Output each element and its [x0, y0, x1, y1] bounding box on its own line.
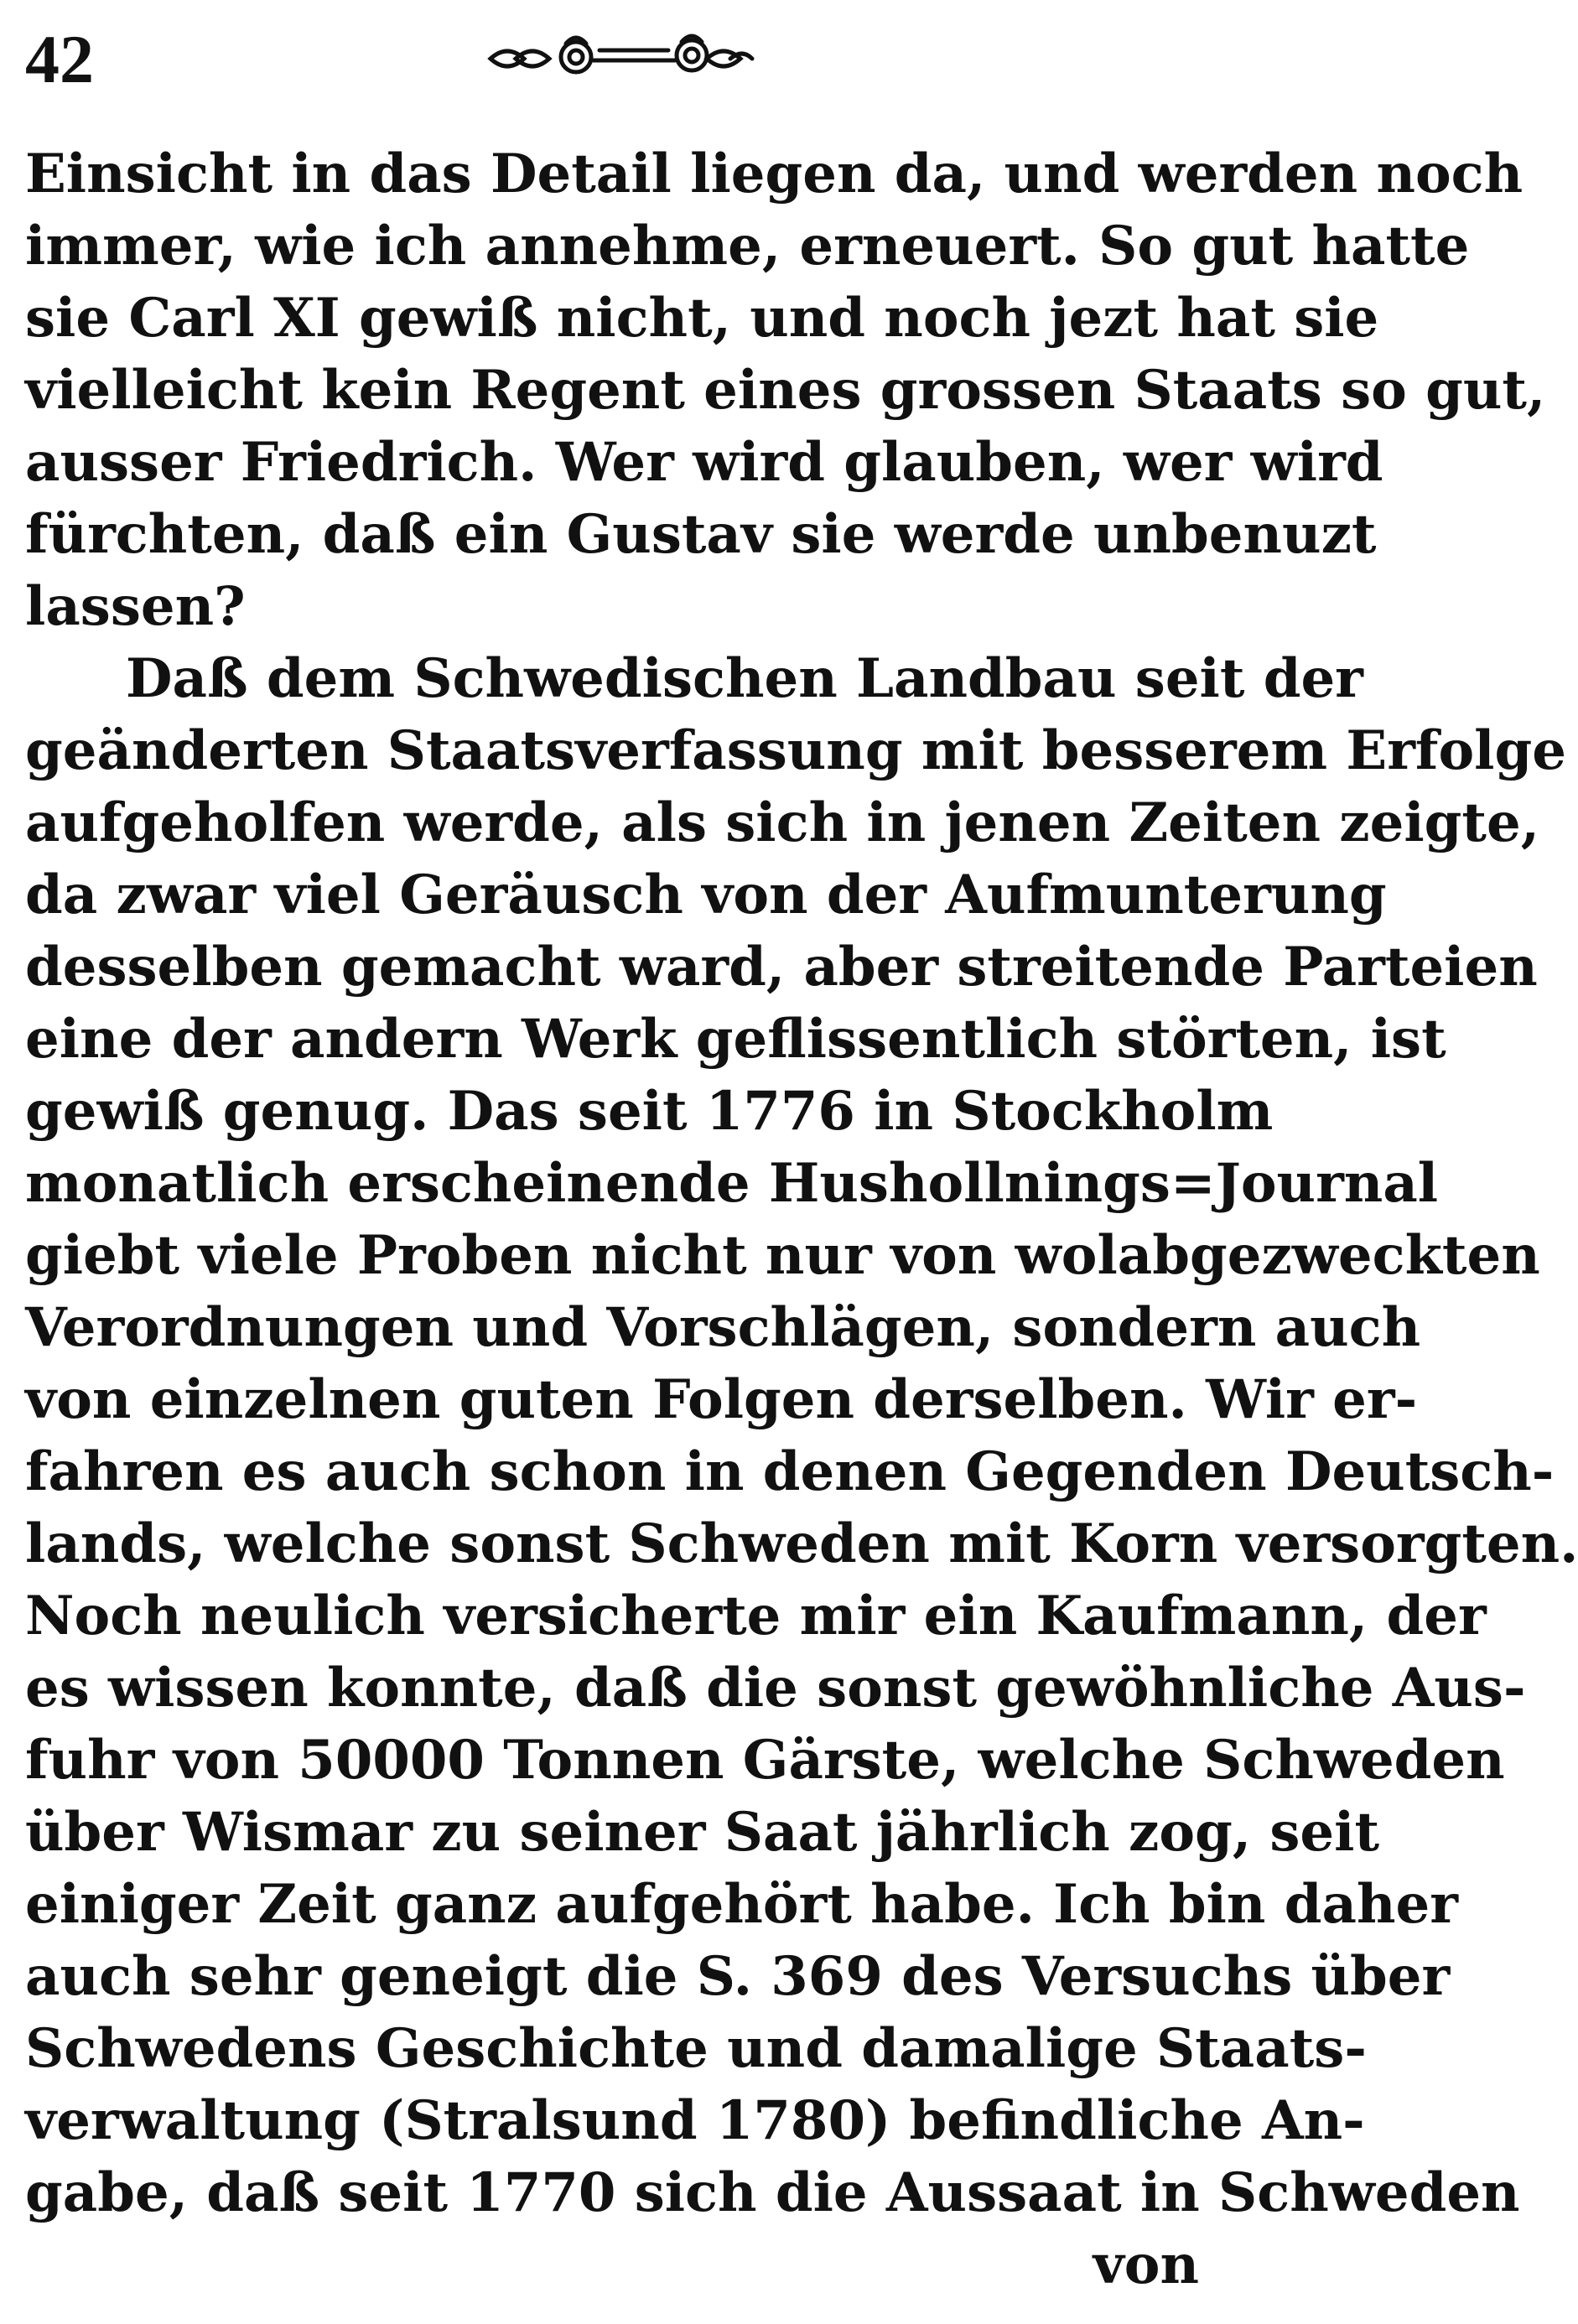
text-line: da zwar viel Geräusch von der Aufmunterung	[25, 864, 1387, 926]
text-line: sie Carl XI gewiß nicht, und noch jezt hat sie	[25, 287, 1379, 350]
text-line: eine der andern Werk geflissentlich störten, ist	[25, 1008, 1446, 1071]
text-line: geänderten Staatsverfassung mit besserem Erfolge	[25, 719, 1566, 782]
text-line: es wissen konnte, daß die sonst gewöhnliche Aus-	[25, 1657, 1526, 1720]
text-line: auch sehr geneigt die S. 369 des Versuchs über	[25, 1945, 1451, 2008]
text-line: gewiß genug. Das seit 1776 in Stockholm	[25, 1080, 1274, 1143]
text-line: immer, wie ich annehme, erneuert. So gut hatte	[25, 215, 1470, 278]
text-line: desselben gemacht ward, aber streitende Parteien	[25, 936, 1538, 999]
text-line: lassen?	[25, 575, 246, 638]
text-line: lands, welche sonst Schweden mit Korn versorgten.	[25, 1512, 1578, 1575]
catchword: von	[1093, 2233, 1199, 2296]
text-line: gabe, daß seit 1770 sich die Aussaat in Schweden	[25, 2161, 1520, 2224]
text-line: verwaltung (Stralsund 1780) befindliche An-	[25, 2089, 1365, 2152]
text-line: einiger Zeit ganz aufgehört habe. Ich bin daher	[25, 1873, 1458, 1936]
text-line: Verordnungen und Vorschlägen, sondern auch	[25, 1296, 1421, 1359]
text-line: Noch neulich versicherte mir ein Kaufmann, der	[25, 1585, 1487, 1647]
text-line: fuhr von 50000 Tonnen Gärste, welche Schweden	[25, 1729, 1505, 1792]
text-line: Einsicht in das Detail liegen da, und werden noch	[25, 143, 1523, 205]
text-line: fürchten, daß ein Gustav sie werde unbenuzt	[25, 503, 1377, 566]
ornament-icon	[482, 18, 759, 94]
text-line: Schwedens Geschichte und damalige Staats-	[25, 2017, 1367, 2080]
text-line: von einzelnen guten Folgen derselben. Wir er-	[25, 1368, 1418, 1431]
main-text	[25, 138, 1578, 2301]
paragraph-first-line: Daß dem Schwedischen Landbau seit der	[126, 647, 1363, 710]
text-line: monatlich erscheinende Hushollnings=Journal	[25, 1152, 1439, 1215]
page-number: 42	[25, 21, 94, 97]
text-line: vielleicht kein Regent eines grossen Staats so gut,	[25, 359, 1546, 422]
text-line: giebt viele Proben nicht nur von wolabgezweckten	[25, 1224, 1540, 1287]
text-line: fahren es auch schon in denen Gegenden Deutsch-	[25, 1440, 1555, 1503]
text-line: ausser Friedrich. Wer wird glauben, wer wird	[25, 431, 1383, 494]
text-line: aufgeholfen werde, als sich in jenen Zeiten zeigte,	[25, 791, 1539, 854]
text-line: über Wismar zu seiner Saat jährlich zog, seit	[25, 1801, 1379, 1864]
